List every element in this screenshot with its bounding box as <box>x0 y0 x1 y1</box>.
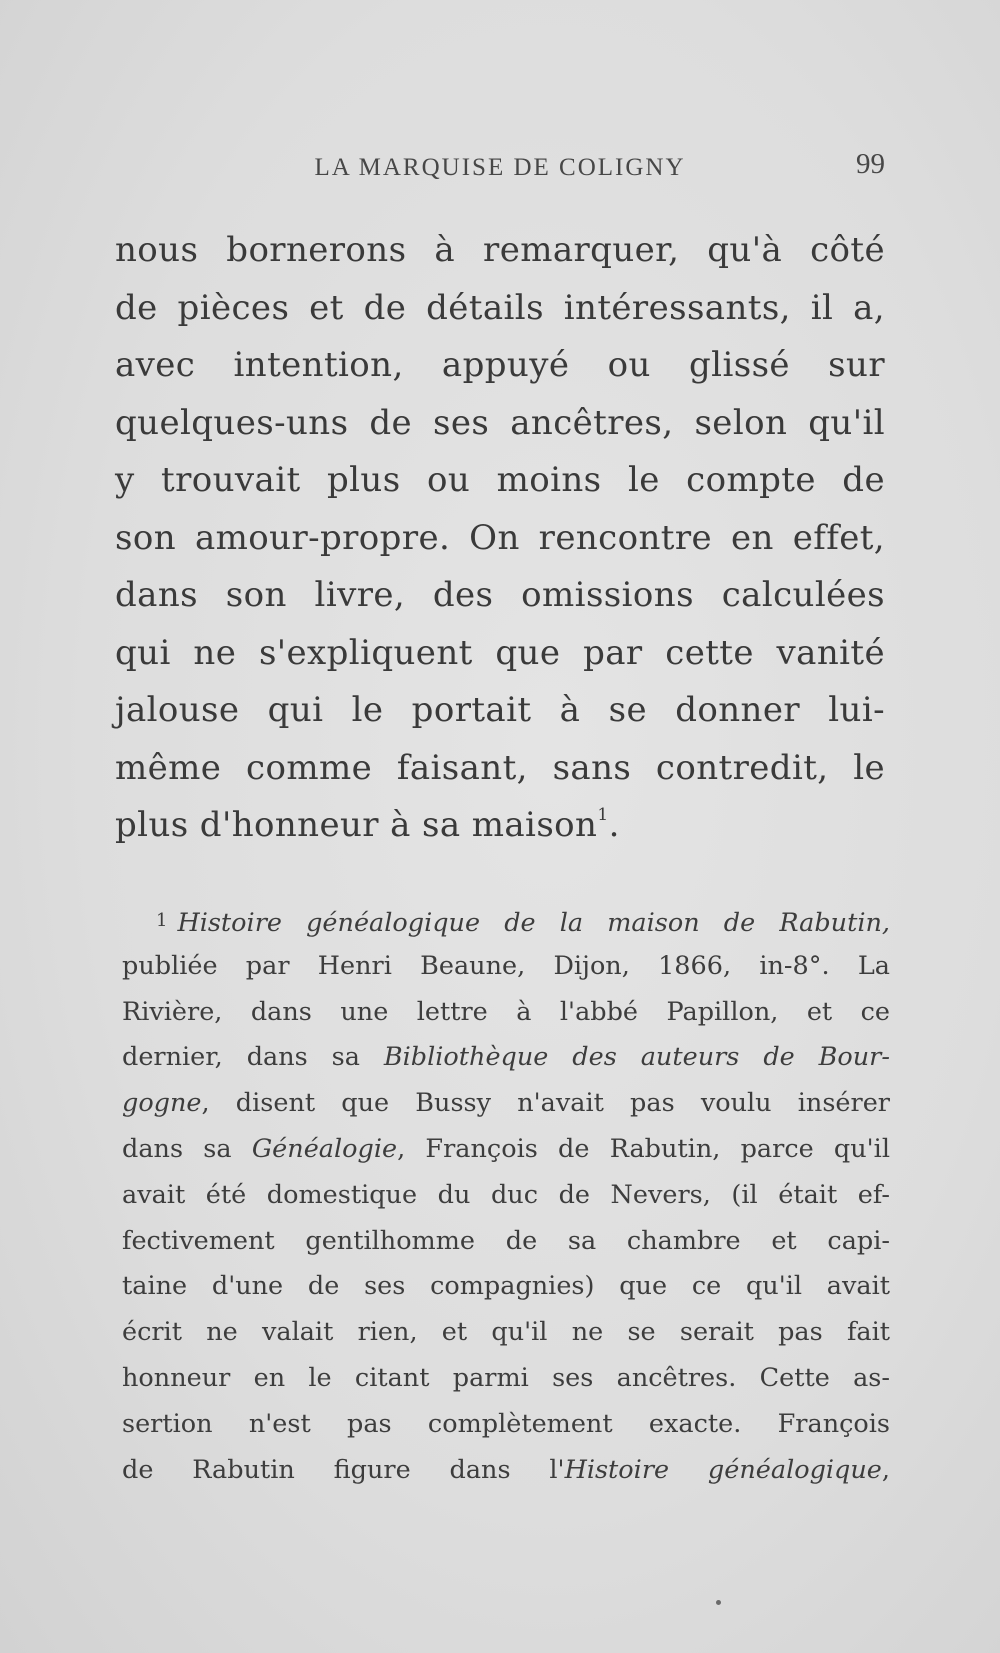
paper-speck <box>716 1600 721 1605</box>
running-header <box>115 148 885 188</box>
footnote-line: sertion n'est pas complètement exacte. François <box>122 1408 890 1439</box>
body-line: même comme faisant, sans contredit, le <box>115 747 885 788</box>
footnote-line: avait été domestique du duc de Nevers, (il était ef- <box>122 1179 890 1210</box>
main-paragraph <box>115 222 885 855</box>
body-line: dans son livre, des omissions calculées <box>115 575 885 615</box>
body-line: avec intention, appuyé ou glissé sur <box>115 345 885 385</box>
footnote-line: taine d'une de ses compagnies) que ce qu'il avait <box>122 1271 890 1302</box>
footnote <box>122 898 890 1493</box>
body-line: nous bornerons à remarquer, qu'à côté <box>115 230 885 270</box>
body-line: qui ne s'expliquent que par cette vanité <box>115 632 885 673</box>
footnote-text: dernier, dans sa <box>122 1042 384 1073</box>
footnote-reference: 1 <box>597 805 609 825</box>
footnote-line: honneur en le citant parmi ses ancêtres. Cette as- <box>122 1362 890 1393</box>
footnote-line <box>122 1127 890 1173</box>
body-line: son amour-propre. On rencontre en effet, <box>115 517 885 558</box>
footnote-text: , <box>881 1454 890 1485</box>
footnote-line: fectivement gentilhomme de sa chambre et capi- <box>122 1225 890 1256</box>
footnote-italic: Généalogie <box>251 1133 398 1164</box>
footnote-text: , disent que Bussy n'avait pas voulu insérer <box>201 1088 890 1119</box>
body-line: quelques-uns de ses ancêtres, selon qu'il <box>115 402 885 443</box>
footnote-title-italic: Histoire généalogique de la maison de Rabutin, <box>177 908 890 938</box>
footnote-line <box>122 1448 890 1494</box>
body-line: jalouse qui le portait à se donner lui- <box>115 690 885 730</box>
footnote-italic: gogne <box>122 1088 202 1119</box>
footnote-line: Rivière, dans une lettre à l'abbé Papillon, et ce <box>122 996 890 1027</box>
footnote-italic: Histoire généalogique <box>564 1454 882 1485</box>
final-punctuation: . <box>608 805 620 845</box>
body-line-last <box>115 797 885 855</box>
footnote-text: dans sa <box>122 1133 252 1164</box>
footnote-line <box>122 898 890 944</box>
page-number: 99 <box>856 148 885 180</box>
footnote-text: de Rabutin figure dans l' <box>122 1454 565 1485</box>
footnote-line: écrit ne valait rien, et qu'il ne se serait pas fait <box>122 1317 890 1348</box>
footnote-line: publiée par Henri Beaune, Dijon, 1866, in-8°. La <box>122 950 890 981</box>
running-title: LA MARQUISE DE COLIGNY <box>314 154 686 181</box>
footnote-line <box>122 1081 890 1127</box>
footnote-italic: Bibliothèque des auteurs de Bour- <box>383 1042 890 1073</box>
body-line-text: plus d'honneur à sa maison <box>115 805 598 845</box>
footnote-line <box>122 1035 890 1081</box>
footnote-text: , François de Rabutin, parce qu'il <box>397 1133 890 1164</box>
footnote-number: 1 <box>156 910 168 931</box>
body-line: y trouvait plus ou moins le compte de <box>115 460 885 500</box>
body-line: de pièces et de détails intéressants, il a, <box>115 287 885 328</box>
